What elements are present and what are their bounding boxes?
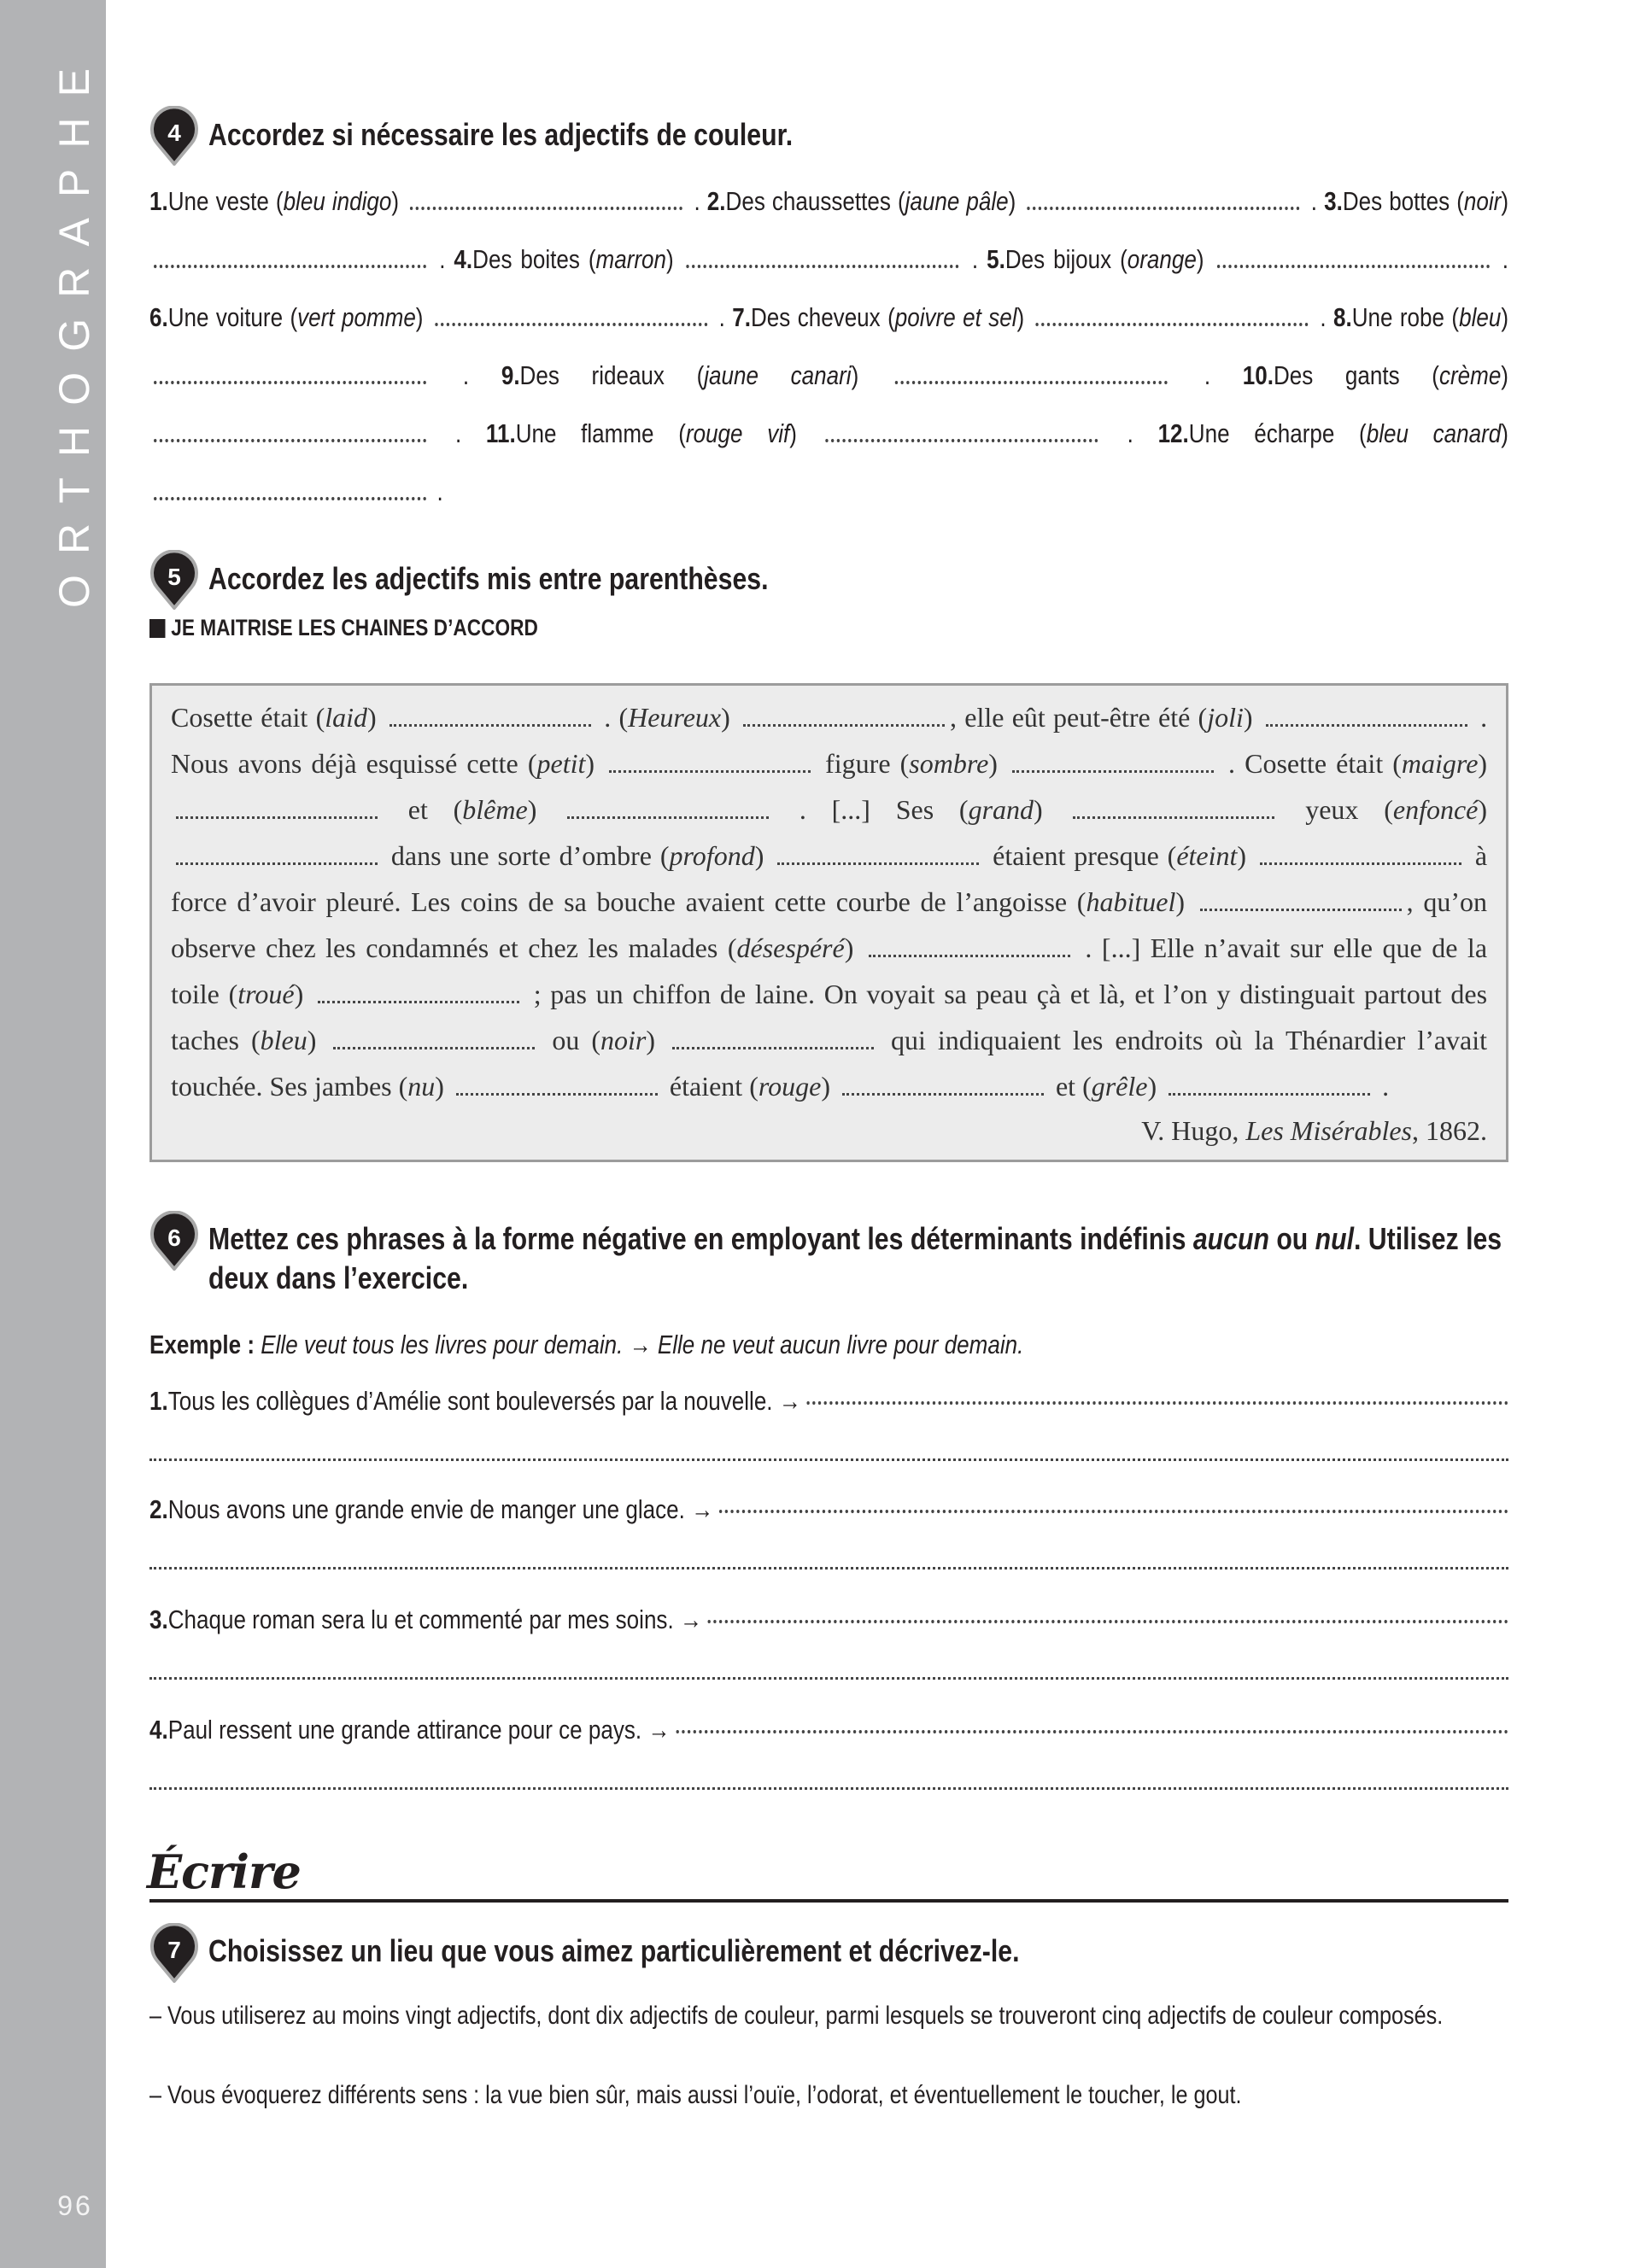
text: ) bbox=[1501, 418, 1508, 448]
text: Des chaussettes ( bbox=[725, 186, 905, 216]
text: ou bbox=[1268, 1221, 1315, 1256]
text: Des bijoux ( bbox=[1004, 244, 1128, 274]
bold-text: 9. bbox=[501, 360, 520, 390]
answer-blank[interactable] bbox=[435, 323, 707, 326]
text: Des rideaux ( bbox=[519, 360, 705, 390]
text: . bbox=[430, 360, 501, 390]
text: . bbox=[1303, 186, 1325, 216]
italic-hint: poivre et sel bbox=[894, 302, 1017, 332]
section-title-vertical bbox=[0, 0, 106, 649]
text: ) bbox=[821, 1071, 837, 1102]
bold-text: 4. bbox=[454, 244, 473, 274]
text: . bbox=[1375, 1071, 1390, 1102]
bold-text: 8. bbox=[1332, 302, 1352, 332]
text: Une voiture ( bbox=[167, 302, 298, 332]
italic-hint: joli bbox=[1207, 702, 1244, 733]
instruction-bullet: – Vous utiliserez au moins vingt adjectifs, dont dix adjectifs de couleur, parmi lesquels se trouveront cinq adjectifs de couleur composés. bbox=[149, 2002, 1444, 2030]
text: . [...] Ses ( bbox=[774, 794, 969, 825]
italic-hint: Elle veut tous les livres pour demain. → Elle ne veut aucun livre pour demain. bbox=[261, 1330, 1024, 1359]
text: ) bbox=[789, 418, 822, 448]
answer-blank[interactable] bbox=[672, 1047, 874, 1049]
italic-hint: laid bbox=[325, 702, 368, 733]
italic-hint: désespéré bbox=[736, 932, 845, 963]
text: ) bbox=[585, 748, 605, 779]
answer-blank[interactable] bbox=[567, 816, 769, 819]
answer-blank[interactable] bbox=[743, 724, 945, 727]
answer-blank[interactable] bbox=[154, 439, 426, 442]
item-number: 2. bbox=[149, 1494, 168, 1524]
italic-hint: bleu bbox=[1459, 302, 1502, 332]
italic-hint: jaune pâle bbox=[905, 186, 1009, 216]
answer-line[interactable] bbox=[149, 1458, 1508, 1461]
text: ; pas un chiffon de laine. On voyait sa peau çà et là, et l’on y distinguait partout des taches ( bbox=[171, 979, 1488, 1055]
text: ) bbox=[1196, 244, 1213, 274]
text: étaient ( bbox=[662, 1071, 758, 1102]
text: ) bbox=[1016, 302, 1032, 332]
text: ou ( bbox=[540, 1025, 600, 1055]
answer-blank[interactable] bbox=[154, 381, 426, 384]
bold-text: 1. bbox=[149, 186, 168, 216]
text: Des bottes ( bbox=[1342, 186, 1464, 216]
exercise-number-badge bbox=[149, 1211, 200, 1271]
italic-hint: noir bbox=[600, 1025, 647, 1055]
subtitle-text: JE MAITRISE LES CHAINES D’ACCORD bbox=[171, 615, 538, 640]
text: ) bbox=[367, 702, 384, 733]
text: Une flamme ( bbox=[515, 418, 686, 448]
bold-text: 6. bbox=[149, 302, 168, 332]
text: . [...] Elle n’avait sur elle que de la toile ( bbox=[171, 932, 1488, 1009]
italic-hint: bleu bbox=[260, 1025, 308, 1055]
answer-blank[interactable] bbox=[1266, 724, 1467, 727]
instruction-bullet: – Vous évoquerez différents sens : la vue bien sûr, mais aussi l’ouïe, l’odorat, et éventuellement le toucher, le gout. bbox=[149, 2081, 1242, 2109]
text: Une robe ( bbox=[1351, 302, 1460, 332]
text: ) bbox=[1501, 186, 1508, 216]
bold-text: 11. bbox=[485, 418, 516, 448]
answer-blank[interactable] bbox=[826, 439, 1098, 442]
text: . ( bbox=[595, 702, 629, 733]
text: et ( bbox=[383, 794, 463, 825]
text: ) bbox=[307, 1025, 329, 1055]
text: dans une sorte d’ombre ( bbox=[383, 840, 670, 871]
text: ) bbox=[1008, 186, 1023, 216]
bold-text: 3. bbox=[1324, 186, 1343, 216]
text: à force d’avoir pleuré. Les coins de sa bouche avaient cette courbe de l’angoisse ( bbox=[171, 840, 1488, 917]
text: . bbox=[1172, 360, 1243, 390]
bold-text: 10. bbox=[1242, 360, 1274, 390]
answer-blank[interactable] bbox=[1200, 909, 1402, 911]
text: . bbox=[712, 302, 733, 332]
exercise-4-body bbox=[149, 172, 1508, 521]
answer-line[interactable] bbox=[719, 1510, 1508, 1513]
text-passage-box bbox=[149, 683, 1508, 1162]
text: ) bbox=[435, 1071, 451, 1102]
text: ) bbox=[1243, 702, 1261, 733]
square-bullet-icon bbox=[149, 619, 165, 638]
answer-blank[interactable] bbox=[1073, 816, 1274, 819]
answer-line[interactable] bbox=[708, 1620, 1508, 1623]
page-number: 96 bbox=[57, 2190, 93, 2221]
italic-hint: aucun bbox=[1192, 1221, 1269, 1256]
answer-line[interactable] bbox=[149, 1567, 1508, 1569]
text: ) bbox=[1175, 886, 1195, 917]
italic-hint: nu bbox=[407, 1071, 436, 1102]
italic-hint: blême bbox=[462, 794, 528, 825]
answer-blank[interactable] bbox=[687, 265, 959, 268]
text: qui indiquaient les endroits où la Thénardier l’avait touchée. Ses jambes ( bbox=[171, 1025, 1488, 1102]
badge-number: 4 bbox=[167, 120, 181, 146]
exercise-6-example bbox=[149, 1328, 1508, 1362]
text: . bbox=[963, 244, 987, 274]
italic-hint: grand bbox=[968, 794, 1034, 825]
answer-line[interactable] bbox=[149, 1677, 1508, 1680]
exercise-item bbox=[149, 1380, 1508, 1423]
text: ) bbox=[391, 186, 407, 216]
text: . bbox=[1493, 244, 1508, 274]
exercise-item bbox=[149, 1488, 1508, 1531]
badge-number: 7 bbox=[167, 1937, 181, 1963]
text: ) bbox=[415, 302, 430, 332]
section-heading-ecrire: Écrire bbox=[147, 1844, 301, 1899]
exercise-item bbox=[149, 1709, 1508, 1751]
answer-blank[interactable] bbox=[777, 862, 979, 865]
text: , elle eût peut-être été ( bbox=[950, 702, 1208, 733]
italic-hint: grêle bbox=[1091, 1071, 1148, 1102]
bold-text: Exemple : bbox=[149, 1330, 255, 1359]
text: . bbox=[430, 244, 454, 274]
text: Des cheveux ( bbox=[750, 302, 895, 332]
text: ) bbox=[1237, 840, 1255, 871]
italic-hint: maigre bbox=[1401, 748, 1479, 779]
bold-text: 12. bbox=[1157, 418, 1189, 448]
answer-blank[interactable] bbox=[842, 1093, 1044, 1096]
text: . bbox=[430, 476, 443, 506]
text: ) bbox=[721, 702, 739, 733]
text: Des gants ( bbox=[1273, 360, 1439, 390]
answer-blank[interactable] bbox=[154, 265, 426, 268]
text: ) bbox=[1478, 748, 1488, 779]
text: Une écharpe ( bbox=[1188, 418, 1367, 448]
text: V. Hugo, bbox=[1141, 1115, 1246, 1146]
text: étaient presque ( bbox=[984, 840, 1177, 871]
answer-blank[interactable] bbox=[318, 1001, 519, 1003]
italic-hint: jaune canari bbox=[704, 360, 852, 390]
italic-hint: orange bbox=[1127, 244, 1197, 274]
exercise-6-title bbox=[208, 1219, 1508, 1298]
answer-line[interactable] bbox=[676, 1730, 1508, 1733]
answer-blank[interactable] bbox=[154, 497, 426, 500]
badge-number: 6 bbox=[167, 1225, 181, 1251]
text bbox=[255, 1330, 261, 1359]
italic-hint: Les Misérables bbox=[1245, 1115, 1412, 1146]
section-rule bbox=[149, 1899, 1508, 1903]
italic-hint: rouge bbox=[758, 1071, 822, 1102]
bold-text: 5. bbox=[987, 244, 1005, 274]
text: . bbox=[687, 186, 707, 216]
answer-blank[interactable] bbox=[176, 816, 378, 819]
item-sentence: Nous avons une grande envie de manger une glace. → bbox=[167, 1494, 714, 1524]
exercise-item bbox=[149, 1599, 1508, 1641]
italic-hint: bleu indigo bbox=[283, 186, 392, 216]
exercise-number-badge bbox=[149, 1923, 200, 1983]
italic-hint: Heureux bbox=[628, 702, 722, 733]
badge-number: 5 bbox=[167, 564, 181, 590]
answer-blank[interactable] bbox=[1260, 862, 1461, 865]
italic-hint: marron bbox=[595, 244, 667, 274]
answer-blank[interactable] bbox=[333, 1047, 535, 1049]
italic-hint: crème bbox=[1438, 360, 1502, 390]
text: yeux ( bbox=[1280, 794, 1393, 825]
item-sentence: Paul ressent une grande attirance pour ce pays. → bbox=[167, 1715, 671, 1745]
item-number: 3. bbox=[149, 1605, 168, 1634]
italic-hint: habituel bbox=[1086, 886, 1176, 917]
answer-line[interactable] bbox=[807, 1401, 1508, 1405]
passage bbox=[171, 694, 1487, 1109]
section-title: ORTHOGRAPHE bbox=[50, 68, 98, 608]
exercise-4-title: Accordez si nécessaire les adjectifs de couleur. bbox=[208, 117, 794, 152]
answer-blank[interactable] bbox=[869, 955, 1070, 957]
answer-blank[interactable] bbox=[1168, 1093, 1370, 1096]
text: . bbox=[430, 418, 486, 448]
text: ) bbox=[294, 979, 313, 1009]
text: . Nous avons déjà esquissé cette ( bbox=[171, 702, 1488, 779]
answer-blank[interactable] bbox=[895, 381, 1168, 384]
bold-text: 2. bbox=[706, 186, 726, 216]
answer-blank[interactable] bbox=[1036, 323, 1309, 326]
text: , 1862. bbox=[1412, 1115, 1487, 1146]
answer-blank[interactable] bbox=[390, 724, 591, 727]
text: ) bbox=[646, 1025, 667, 1055]
text: ) bbox=[1147, 1071, 1164, 1102]
answer-line[interactable] bbox=[149, 1787, 1508, 1790]
text: Une veste ( bbox=[167, 186, 284, 216]
answer-blank[interactable] bbox=[609, 770, 811, 773]
text: ) bbox=[527, 794, 563, 825]
exercise-5-title: Accordez les adjectifs mis entre parenthèses. bbox=[208, 561, 769, 596]
italic-hint: sombre bbox=[909, 748, 989, 779]
italic-hint: petit bbox=[536, 748, 586, 779]
exercise-5-subtitle bbox=[149, 615, 538, 641]
italic-hint: noir bbox=[1463, 186, 1502, 216]
bold-text: 7. bbox=[732, 302, 751, 332]
answer-blank[interactable] bbox=[1012, 770, 1214, 773]
italic-hint: enfoncé bbox=[1392, 794, 1479, 825]
answer-blank[interactable] bbox=[1217, 265, 1490, 268]
italic-hint: troué bbox=[237, 979, 295, 1009]
text: . Utilisez les deux dans l’exercice. bbox=[208, 1221, 1502, 1295]
item-number: 4. bbox=[149, 1715, 168, 1745]
item-number: 1. bbox=[149, 1386, 168, 1416]
text: ) bbox=[851, 360, 891, 390]
text: . bbox=[1102, 418, 1158, 448]
sidebar bbox=[0, 0, 106, 2268]
text: . bbox=[1312, 302, 1333, 332]
answer-blank[interactable] bbox=[1027, 207, 1299, 210]
text: ) bbox=[1501, 302, 1508, 332]
text: ) bbox=[988, 748, 1007, 779]
answer-blank[interactable] bbox=[410, 207, 682, 210]
italic-hint: profond bbox=[669, 840, 755, 871]
italic-hint: rouge vif bbox=[685, 418, 790, 448]
text: et ( bbox=[1048, 1071, 1092, 1102]
text: , qu’on observe chez les condamnés et chez les malades ( bbox=[171, 886, 1488, 963]
text: Des boites ( bbox=[472, 244, 596, 274]
exercise-number-badge bbox=[149, 106, 200, 166]
italic-hint: vert pomme bbox=[297, 302, 416, 332]
text: Cosette était ( bbox=[171, 702, 325, 733]
item-sentence: Chaque roman sera lu et commenté par mes soins. → bbox=[167, 1605, 702, 1634]
passage-source bbox=[171, 1109, 1487, 1152]
item-sentence: Tous les collègues d’Amélie sont bouleversés par la nouvelle. → bbox=[167, 1386, 801, 1416]
exercise-7-title: Choisissez un lieu que vous aimez particulièrement et décrivez-le. bbox=[208, 1933, 1020, 1968]
text: ) bbox=[1478, 794, 1488, 825]
text: ) bbox=[754, 840, 773, 871]
answer-blank[interactable] bbox=[456, 1093, 658, 1096]
italic-hint: nul bbox=[1315, 1221, 1355, 1256]
answer-blank[interactable] bbox=[176, 862, 378, 865]
exercise-number-badge bbox=[149, 550, 200, 610]
text: Mettez ces phrases à la forme négative en employant les déterminants indéfinis bbox=[208, 1221, 1193, 1256]
italic-hint: éteint bbox=[1176, 840, 1238, 871]
text: figure ( bbox=[816, 748, 910, 779]
text: . Cosette était ( bbox=[1219, 748, 1402, 779]
text: ) bbox=[1034, 794, 1069, 825]
text: ) bbox=[844, 932, 864, 963]
italic-hint: bleu canard bbox=[1366, 418, 1502, 448]
text: ) bbox=[1501, 360, 1508, 390]
text: ) bbox=[666, 244, 682, 274]
